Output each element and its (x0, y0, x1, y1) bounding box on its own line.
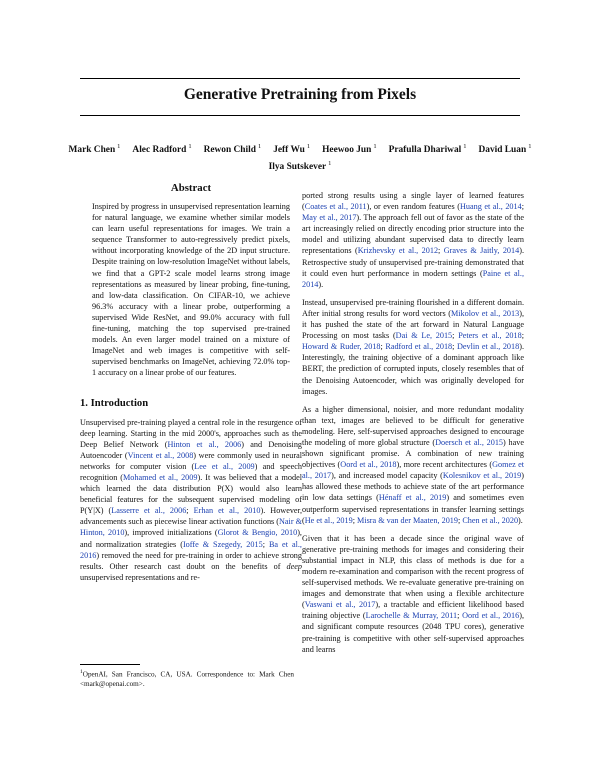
paragraph-text: ), and increased model capacity ( (331, 471, 443, 481)
author-name (479, 145, 532, 155)
paragraph-text: ) removed the need for pre-training in order to achieve strong results. Other research cast doubt on the benefits of (80, 550, 302, 571)
citation-link[interactable]: Glorot & Bengio, 2010 (217, 528, 298, 538)
intro-paragraph-4 (302, 404, 524, 526)
citation-link[interactable]: Vaswani et al., 2017 (304, 600, 376, 610)
author-name-text: Rewon Child (203, 145, 256, 156)
paragraph-text: ), more recent architectures ( (396, 460, 493, 470)
citation-link[interactable]: Nair & Hinton, 2010 (80, 517, 302, 538)
citation-link[interactable]: Doersch et al., 2015 (435, 437, 504, 447)
citation-link[interactable]: Devlin et al., 2018 (456, 342, 520, 352)
citation-link[interactable]: Hénaff et al., 2019 (378, 493, 447, 503)
paragraph-text: ; (457, 611, 463, 621)
paragraph-text: ; (352, 515, 358, 525)
paragraph-text: ), a tractable and efficient likelihood based training objective ( (302, 600, 524, 621)
citation-link[interactable]: Radford et al., 2018 (385, 342, 453, 352)
paragraph-text: ; (452, 331, 459, 341)
author-affiliation-mark: 1 (117, 143, 121, 150)
paragraph-text: ), it has pushed the state of the art forward in Natural Language Processing on most tasks ( (302, 308, 524, 341)
citation-link[interactable]: Kolesnikov et al., 2019 (442, 471, 522, 481)
citation-link[interactable]: Mohamed et al., 2009 (123, 472, 198, 482)
footnote-text: OpenAI, San Francisco, CA, USA. Correspondence to: Mark Chen <mark@openai.com>. (80, 670, 294, 688)
paragraph-text: ported strong results using a single layer of learned features ( (302, 191, 524, 212)
author-name (69, 145, 121, 155)
citation-link[interactable]: Gomez et al., 2017 (302, 460, 524, 481)
author-name-text: Prafulla Dhariwal (388, 145, 462, 156)
author-name (132, 145, 191, 155)
citation-link[interactable]: Ioffe & Szegedy, 2015 (182, 539, 263, 549)
paragraph-text: Given that it has been a decade since the original wave of generative pre-training methods for images and considering their substantial impact in NLP, this class of methods is due for a modern re-examination and comparison with the recent progress of self-supervised methods. We re-evaluate generative pre-training on images and demonstrate that when using a flexible architecture ( (302, 533, 524, 610)
citation-link[interactable]: Peters et al., 2018 (458, 331, 522, 341)
author-name-text: Mark Chen (68, 145, 116, 156)
paragraph-text: ) and sometimes even outperform supervised representations in transfer learning settings ( (302, 493, 524, 525)
paragraph-text: ) were commonly used in neural networks for computer vision ( (80, 450, 302, 471)
citation-link[interactable]: Oord et al., 2016 (462, 611, 520, 621)
intro-paragraph-2 (302, 190, 524, 290)
author-name (273, 145, 310, 155)
intro-paragraph-5 (302, 533, 524, 655)
author-affiliation-mark: 1 (528, 143, 532, 150)
paragraph-text: ), improved initializations ( (124, 528, 218, 538)
paragraph-text: Instead, unsupervised pre-training flourished in a different domain. After initial strong results for word vectors ( (302, 297, 524, 318)
author-affiliation-mark: 1 (463, 143, 467, 150)
citation-link[interactable]: Dai & Le, 2015 (395, 331, 453, 341)
citation-link[interactable]: Lasserre et al., 2006 (111, 506, 187, 516)
paragraph-text: ), and normalization strategies ( (80, 528, 302, 549)
affiliation-footnote (80, 668, 294, 690)
author-name (322, 145, 376, 155)
paragraph-text: ; (521, 202, 524, 212)
author-affiliation-mark: 1 (306, 143, 311, 150)
title-rule-bottom (80, 115, 520, 116)
abstract-text: Inspired by progress in unsupervised representation learning for natural language, we examine whether similar models can learn useful representations for images. We train a sequence Transformer to auto-regressively predict pixels, without incorporating knowledge of the 2D input structure. Despite training on low-resolution ImageNet without labels, we find that a GPT-2 scale model learns strong image representations as measured by linear probing, fine-tuning, and low-data classification. On CIFAR-10, we achieve 96.3% accuracy with a linear probe, outperforming a supervised Wide ResNet, and 99.0% accuracy with full fine-tuning, matching the top supervised pre-trained models. An even larger model trained on a mixture of ImageNet and web images is competitive with self-supervised benchmarks on ImageNet, achieving 72.0% top-1 accuracy on a linear probe of our features. (92, 202, 290, 378)
citation-link[interactable]: May et al., 2017 (302, 213, 357, 223)
author-name-text: Alec Radford (132, 145, 187, 156)
paragraph-text: ). However, advancements such as piecewise linear activation functions ( (80, 506, 303, 527)
paragraph-text: ; (262, 539, 269, 549)
paragraph-text: ) has allowed these methods to achieve state of the art performance in low data settings ( (302, 471, 524, 503)
author-affiliation-mark: 1 (188, 143, 192, 150)
author-affiliation-mark: 1 (373, 143, 377, 150)
paragraph-text: ) and speech recognition ( (80, 461, 302, 482)
paragraph-text: ), and significant compute resources (2048 TPU cores), generative pre-training is competitive with other self-supervised approaches and learns (302, 611, 524, 654)
author-name (269, 162, 332, 172)
paragraph-text: ; (186, 506, 194, 516)
footnote-rule (80, 664, 140, 665)
citation-link[interactable]: Misra & van der Maaten, 2019 (357, 515, 458, 525)
citation-link[interactable]: He et al., 2019 (304, 515, 353, 525)
paragraph-text: ) and Denoising Autoencoder ( (80, 439, 303, 460)
citation-link[interactable]: Coates et al., 2011 (304, 202, 367, 212)
paragraph-text: ). It was believed that a model which learned the data distribution P(X) would also learn beneficial features for the subsequent supervised modeling of P(Y|X) ( (80, 472, 303, 516)
paragraph-text: As a higher dimensional, noisier, and more redundant modality than text, images are believed to be difficult for generative modeling. Here, self-supervised approaches designed to encourage the modeling of more global structure ( (302, 404, 524, 447)
paragraph-text: ). The approach fell out of favor as the state of the art increasingly relied on directly encoding prior structure into the model and utilizing abundant supervised data to directly learn representations ( (302, 213, 524, 256)
paragraph-text: ; (458, 515, 463, 525)
left-column (80, 182, 303, 590)
citation-link[interactable]: Mikolov et al., 2013 (451, 308, 520, 318)
author-name (204, 145, 262, 155)
author-name (389, 145, 467, 155)
paragraph-text: unsupervised representations and re- (80, 572, 200, 582)
footnote-mark: 1 (80, 669, 83, 675)
intro-paragraph-1 (80, 417, 302, 583)
citation-link[interactable]: Huang et al., 2014 (459, 202, 522, 212)
paragraph-text: ; (380, 342, 386, 352)
paragraph-text: ). Interestingly, the training objective of a dominant approach like BERT, the prediction of corrupted inputs, closely resembles that of the Denoising Autoencoder, which was originally developed for images. (302, 342, 524, 396)
intro-paragraph-3 (302, 297, 524, 397)
author-name-text: Heewoo Jun (322, 145, 372, 156)
paragraph-text: ; (438, 246, 444, 256)
paragraph-text: ). (318, 279, 324, 289)
author-name-text: Ilya Sutskever (268, 162, 327, 173)
citation-link[interactable]: Lee et al., 2009 (194, 461, 255, 471)
citation-link[interactable]: Graves & Jaitly, 2014 (443, 246, 520, 256)
author-name-text: Jeff Wu (273, 145, 305, 156)
paragraph-text: ; (452, 342, 457, 352)
abstract-heading: Abstract (170, 182, 212, 194)
section-heading-introduction: 1. Introduction (80, 397, 149, 409)
citation-link[interactable]: Oord et al., 2018 (340, 460, 397, 470)
citation-link[interactable]: Vincent et al., 2008 (127, 450, 194, 460)
paragraph-text: deep (286, 561, 302, 571)
paper-title: Generative Pretraining from Pixels (183, 86, 417, 103)
paragraph-text: ). Retrospective study of unsupervised pre-training demonstrated that it could even hurt performance in modern settings ( (302, 246, 524, 278)
citation-link[interactable]: Krizhevsky et al., 2012 (357, 246, 439, 256)
citation-link[interactable]: Ba et al., 2016 (80, 539, 302, 560)
author-name-text: David Luan (478, 145, 527, 156)
paragraph-text: ) have shown significant promise. A combination of new training objectives ( (302, 437, 524, 470)
citation-link[interactable]: Howard & Ruder, 2018 (302, 342, 381, 352)
citation-link[interactable]: Chen et al., 2020 (462, 515, 519, 525)
citation-link[interactable]: Larochelle & Murray, 2011 (365, 611, 458, 621)
paragraph-text: Unsupervised pre-training played a central role in the resurgence of deep learning. Starting in the mid 2000's, approaches such as the Deep Belief Network ( (80, 417, 302, 449)
paragraph-text: ). (518, 515, 523, 525)
citation-link[interactable]: Hinton et al., 2006 (167, 439, 242, 449)
author-affiliation-mark: 1 (257, 143, 262, 150)
citation-link[interactable]: Erhan et al., 2010 (193, 506, 261, 516)
paragraph-text: ), or even random features ( (366, 202, 460, 212)
author-affiliation-mark: 1 (328, 160, 332, 168)
title-rule-top (80, 78, 520, 79)
author-list (50, 140, 550, 174)
right-column (302, 190, 524, 662)
citation-link[interactable]: Paine et al., 2014 (302, 268, 524, 289)
paragraph-text: ; (521, 331, 524, 341)
